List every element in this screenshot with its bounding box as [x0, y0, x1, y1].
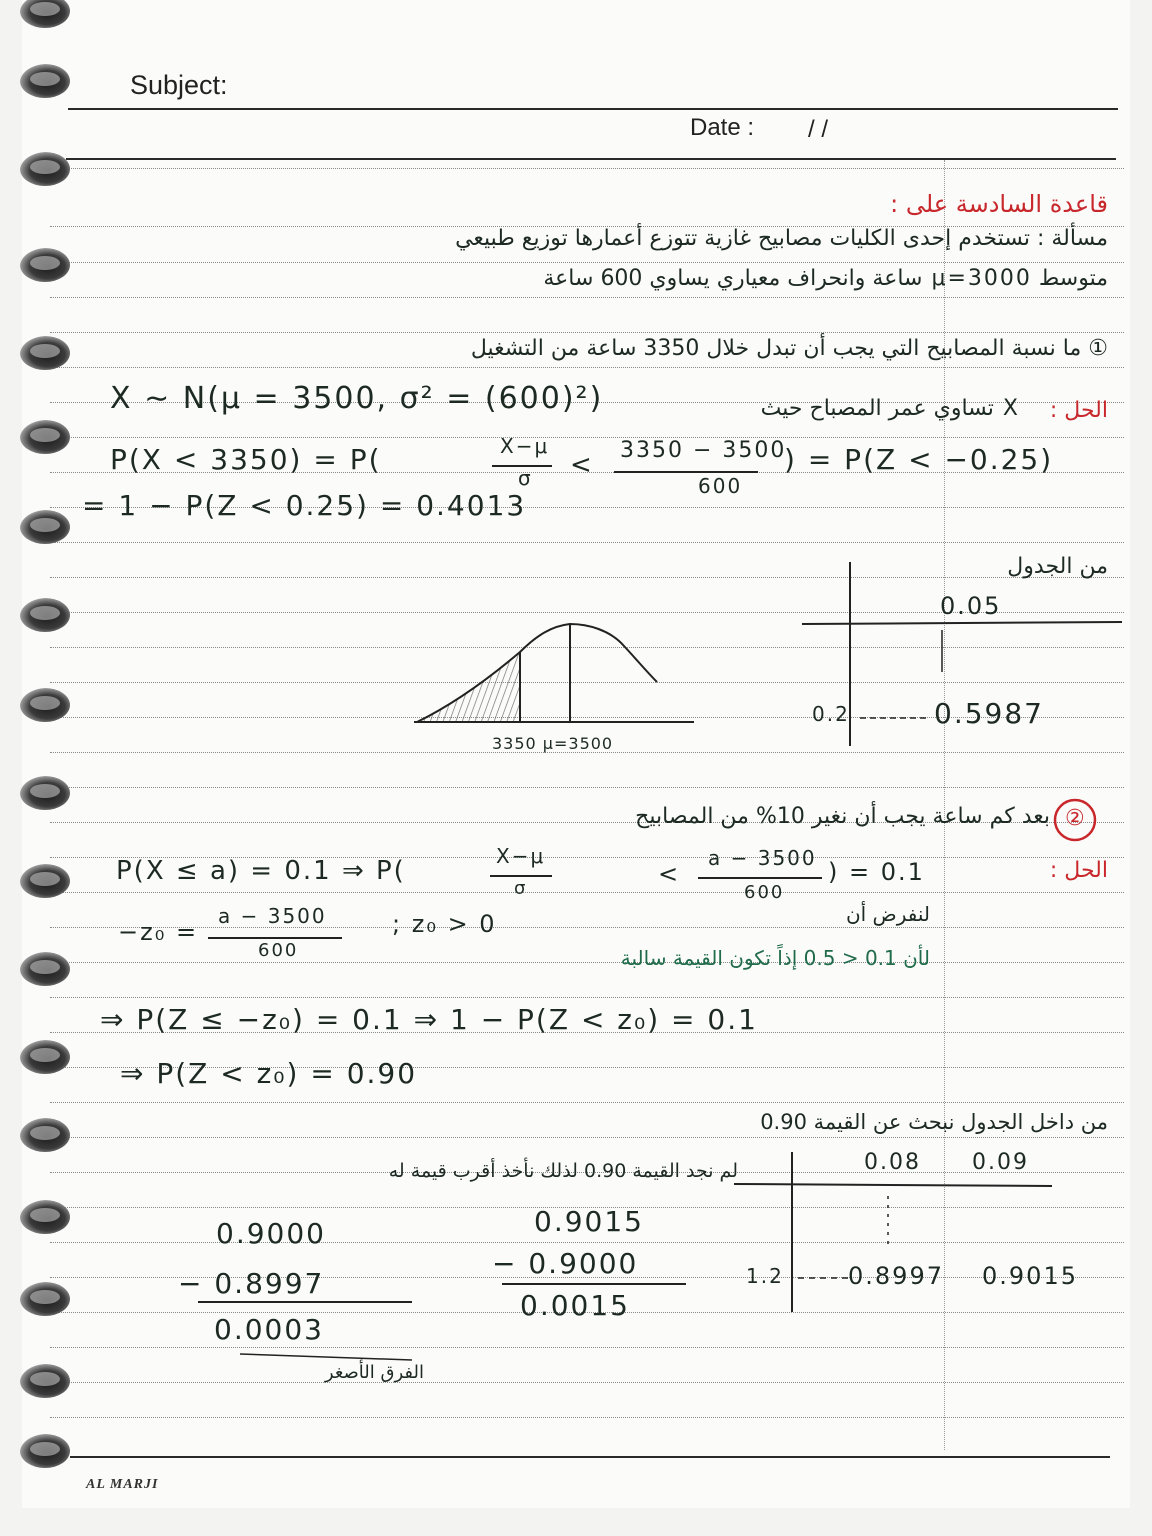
q2-line1-rhs: ) = 0.1 — [828, 858, 925, 886]
solution-label: الحل : — [1049, 398, 1108, 423]
binding-ring — [20, 1434, 70, 1468]
q2-line2: ⇒ P(Z ≤ −z₀) = 0.1 ⇒ 1 − P(Z < z₀) = 0.1 — [100, 1003, 758, 1036]
table1-col-header: 0.05 — [940, 592, 1002, 620]
table2-col-b: 0.09 — [972, 1150, 1029, 1175]
calc-right-top: 0.9015 — [534, 1205, 644, 1238]
table2-horizontal — [734, 1184, 1052, 1186]
result-line: = 1 − P(Z < 0.25) = 0.4013 — [82, 489, 527, 522]
q2-line1-lhs: P(X ≤ a) = 0.1 ⇒ P( — [116, 856, 406, 886]
binding-ring — [20, 1040, 70, 1074]
fraction-1-denominator: σ — [518, 466, 533, 490]
fraction-2-denominator: 600 — [698, 474, 743, 498]
q2-frac-numerator: X−μ — [496, 844, 546, 868]
distribution: X ∼ N(μ = 3500, σ² = (600)²) — [110, 381, 604, 416]
search-text: من داخل الجدول نبحث عن القيمة 0.90 — [760, 1110, 1108, 1134]
fraction-2-numerator: 3350 − 3500 — [620, 438, 787, 463]
binding-ring — [20, 1364, 70, 1398]
table2-row-label: 1.2 — [746, 1264, 784, 1288]
z-def-numerator: a − 3500 — [218, 904, 327, 928]
table1-value: 0.5987 — [934, 697, 1044, 730]
solution-definition: X تساوي عمر المصباح حيث — [760, 396, 1020, 421]
q2-solution-label: الحل : — [1049, 858, 1108, 883]
left-result-underline — [240, 1354, 412, 1360]
binding-ring — [20, 952, 70, 986]
binding-ring — [20, 688, 70, 722]
shaded-tail-area — [417, 652, 520, 722]
z-def-rhs: ; z₀ > 0 — [392, 910, 497, 938]
probability-line-lhs: P(X < 3350) = P( — [110, 443, 382, 476]
binding-ring — [20, 510, 70, 544]
calc-left-caption: الفرق الأصغر — [324, 1362, 424, 1383]
q2-frac2-denominator: 600 — [744, 882, 785, 903]
binding-ring — [20, 248, 70, 282]
subject-label: Subject: — [130, 70, 228, 100]
problem-statement-2: متوسط μ=3000 ساعة وانحراف معياري يساوي 600 ساعة — [543, 266, 1108, 291]
q2-line3: ⇒ P(Z < z₀) = 0.90 — [120, 1057, 418, 1090]
notebook-page — [22, 0, 1130, 1508]
binding-ring — [20, 864, 70, 898]
footer-rule — [70, 1456, 1110, 1458]
q2-text: بعد كم ساعة يجب أن نغير 10% من المصابيح — [635, 804, 1050, 829]
brand-mark: AL MARJI — [86, 1477, 159, 1492]
q2-frac2-numerator: a − 3500 — [708, 846, 817, 870]
probability-line-rhs: ) = P(Z < −0.25) — [784, 443, 1054, 476]
calc-right-result: 0.0015 — [520, 1289, 630, 1322]
table2-val-b: 0.9015 — [982, 1262, 1078, 1290]
q2-less-than: < — [658, 860, 681, 888]
problem-statement-1: مسألة : تستخدم إحدى الكليات مصابيح غازية تتوزع أعمارها توزيع طبيعي — [455, 226, 1108, 251]
curve-x-labels: 3350 μ=3500 — [492, 734, 614, 753]
question-1: ① ما نسبة المصابيح التي يجب أن تبدل خلال 3350 ساعة من التشغيل — [470, 336, 1108, 361]
z-def-denominator: 600 — [258, 940, 299, 961]
binding-ring — [20, 336, 70, 370]
binding-ring — [20, 598, 70, 632]
fraction-1-numerator: X−μ — [500, 434, 550, 458]
table1-title: من الجدول — [1007, 554, 1108, 579]
binding-ring — [20, 64, 70, 98]
less-than-sign: < — [570, 450, 594, 480]
table2-col-a: 0.08 — [864, 1150, 921, 1175]
binding-ring — [20, 1118, 70, 1152]
binding-ring — [20, 1282, 70, 1316]
binding-ring — [20, 776, 70, 810]
calc-left-result: 0.0003 — [214, 1313, 324, 1346]
binding-ring — [20, 420, 70, 454]
assume-label: لنفرض أن — [845, 902, 930, 926]
q2-frac-denominator: σ — [514, 878, 528, 899]
binding-ring — [20, 1200, 70, 1234]
calc-left-minus: − 0.8997 — [178, 1267, 325, 1300]
section-title: قاعدة السادسة على : — [890, 190, 1108, 218]
not-found-text: لم نجد القيمة 0.90 لذلك نأخذ أقرب قيمة له — [388, 1160, 738, 1182]
calc-right-minus: − 0.9000 — [492, 1247, 639, 1280]
z-def-lhs: −z₀ = — [118, 918, 199, 946]
negative-value-note: لأن 0.1 < 0.5 إذاً تكون القيمة سالبة — [620, 946, 930, 970]
date-slashes: / / — [808, 116, 829, 143]
q2-number: ② — [1065, 806, 1085, 831]
table1-row-label: 0.2 — [812, 702, 850, 726]
date-label: Date : — [690, 114, 755, 141]
calc-left-top: 0.9000 — [216, 1217, 326, 1250]
binding-ring — [20, 152, 70, 186]
table2-val-a: 0.8997 — [848, 1262, 944, 1290]
